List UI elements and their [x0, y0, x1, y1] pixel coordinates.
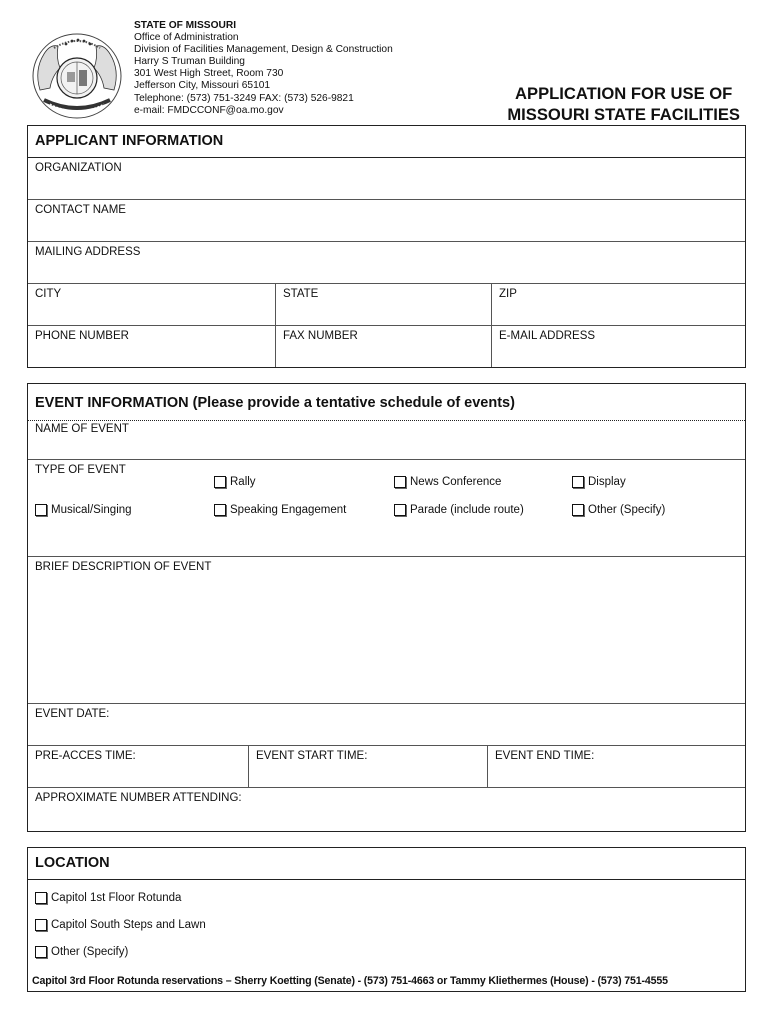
description-field[interactable] [28, 557, 745, 703]
address-row [28, 242, 745, 284]
parade-label: Parade (include route) [410, 504, 524, 516]
organization-label: ORGANIZATION [35, 162, 122, 174]
checkbox-box [394, 504, 406, 516]
end-time-label: EVENT END TIME: [495, 750, 595, 762]
rally-checkbox[interactable] [214, 476, 256, 488]
email-field[interactable] [491, 326, 745, 367]
display-label: Display [588, 476, 626, 488]
checkbox-box [35, 919, 47, 931]
start-time-label: EVENT START TIME: [256, 750, 368, 762]
event-date-row [28, 704, 745, 746]
event-name-row [28, 421, 745, 460]
event-date-field[interactable] [28, 704, 745, 745]
agency-line: e-mail: FMDCCONF@oa.mo.gov [134, 104, 284, 116]
other-location-checkbox[interactable] [35, 946, 128, 958]
south-steps-checkbox[interactable] [35, 919, 206, 931]
agency-line: Telephone: (573) 751-3249 FAX: (573) 526-9821 [134, 92, 354, 104]
news-conference-checkbox[interactable] [394, 476, 501, 488]
event-type-label: TYPE OF EVENT [35, 464, 126, 476]
checkbox-box [35, 946, 47, 958]
reservation-contacts: Capitol 3rd Floor Rotunda reservations – Sherry Koetting (Senate) - (573) 751-4663 or Tammy Kliethermes (House) - (573) 751-4555 [32, 975, 668, 987]
event-type-row [28, 460, 745, 557]
agency-line: Office of Administration [134, 32, 239, 44]
applicant-section [27, 125, 746, 368]
agency-line: Jefferson City, Missouri 65101 [134, 80, 271, 92]
city-field[interactable] [28, 284, 275, 325]
rally-label: Rally [230, 476, 256, 488]
other-location-label: Other (Specify) [51, 946, 129, 958]
form-title [507, 83, 740, 125]
organization-field[interactable] [28, 158, 745, 199]
city-row [28, 284, 745, 326]
agency-header [134, 20, 393, 117]
start-time-field[interactable] [248, 746, 487, 787]
musical-checkbox[interactable] [35, 504, 132, 516]
display-checkbox[interactable] [572, 476, 626, 488]
other-type-checkbox[interactable] [572, 504, 665, 516]
checkbox-box [214, 476, 226, 488]
checkbox-box [572, 476, 584, 488]
times-row [28, 746, 745, 788]
attending-field[interactable] [28, 788, 745, 830]
event-date-label: EVENT DATE: [35, 708, 110, 720]
contact-name-label: CONTACT NAME [35, 204, 126, 216]
description-row [28, 557, 745, 704]
location-section [27, 847, 746, 992]
agency-state: STATE OF MISSOURI [134, 20, 237, 31]
speaking-checkbox[interactable] [214, 504, 346, 516]
organization-row [28, 158, 745, 200]
city-label: CITY [35, 288, 62, 300]
phone-row [28, 326, 745, 367]
checkbox-box [35, 892, 47, 904]
event-name-label: NAME OF EVENT [35, 423, 129, 435]
checkbox-box [35, 504, 47, 516]
parade-checkbox[interactable] [394, 504, 524, 516]
location-options [28, 880, 745, 991]
agency-line: Harry S Truman Building [134, 56, 245, 68]
contact-row [28, 200, 745, 242]
email-label: E-MAIL ADDRESS [499, 330, 596, 342]
phone-field[interactable] [28, 326, 275, 367]
event-type-area [28, 460, 745, 556]
missouri-state-seal [30, 30, 124, 120]
pre-access-label: PRE-ACCES TIME: [35, 750, 136, 762]
phone-label: PHONE NUMBER [35, 330, 129, 342]
rotunda-checkbox[interactable] [35, 892, 181, 904]
speaking-label: Speaking Engagement [230, 504, 347, 516]
musical-label: Musical/Singing [51, 504, 132, 516]
state-label: STATE [283, 288, 319, 300]
mailing-address-label: MAILING ADDRESS [35, 246, 141, 258]
fax-field[interactable] [275, 326, 491, 367]
applicant-heading: APPLICANT INFORMATION [28, 126, 745, 158]
agency-line: 301 West High Street, Room 730 [134, 68, 284, 80]
form-title-line: APPLICATION FOR USE OF [515, 84, 733, 103]
zip-label: ZIP [499, 288, 517, 300]
checkbox-box [214, 504, 226, 516]
pre-access-field[interactable] [28, 746, 248, 787]
contact-name-field[interactable] [28, 200, 745, 241]
mailing-address-field[interactable] [28, 242, 745, 283]
event-name-field[interactable] [28, 421, 745, 459]
zip-field[interactable] [491, 284, 745, 325]
attending-label: APPROXIMATE NUMBER ATTENDING: [35, 792, 242, 804]
rotunda-label: Capitol 1st Floor Rotunda [51, 892, 182, 904]
other-type-label: Other (Specify) [588, 504, 666, 516]
checkbox-box [394, 476, 406, 488]
fax-label: FAX NUMBER [283, 330, 358, 342]
south-steps-label: Capitol South Steps and Lawn [51, 919, 206, 931]
event-section [27, 383, 746, 832]
description-label: BRIEF DESCRIPTION OF EVENT [35, 561, 212, 573]
end-time-field[interactable] [487, 746, 745, 787]
agency-line: Division of Facilities Management, Design & Construction [134, 44, 393, 56]
event-heading: EVENT INFORMATION (Please provide a tentative schedule of events) [28, 384, 745, 421]
state-field[interactable] [275, 284, 491, 325]
form-title-line: MISSOURI STATE FACILITIES [507, 105, 740, 124]
location-heading: LOCATION [28, 848, 745, 880]
news-conference-label: News Conference [410, 476, 502, 488]
attending-row [28, 788, 745, 830]
checkbox-box [572, 504, 584, 516]
